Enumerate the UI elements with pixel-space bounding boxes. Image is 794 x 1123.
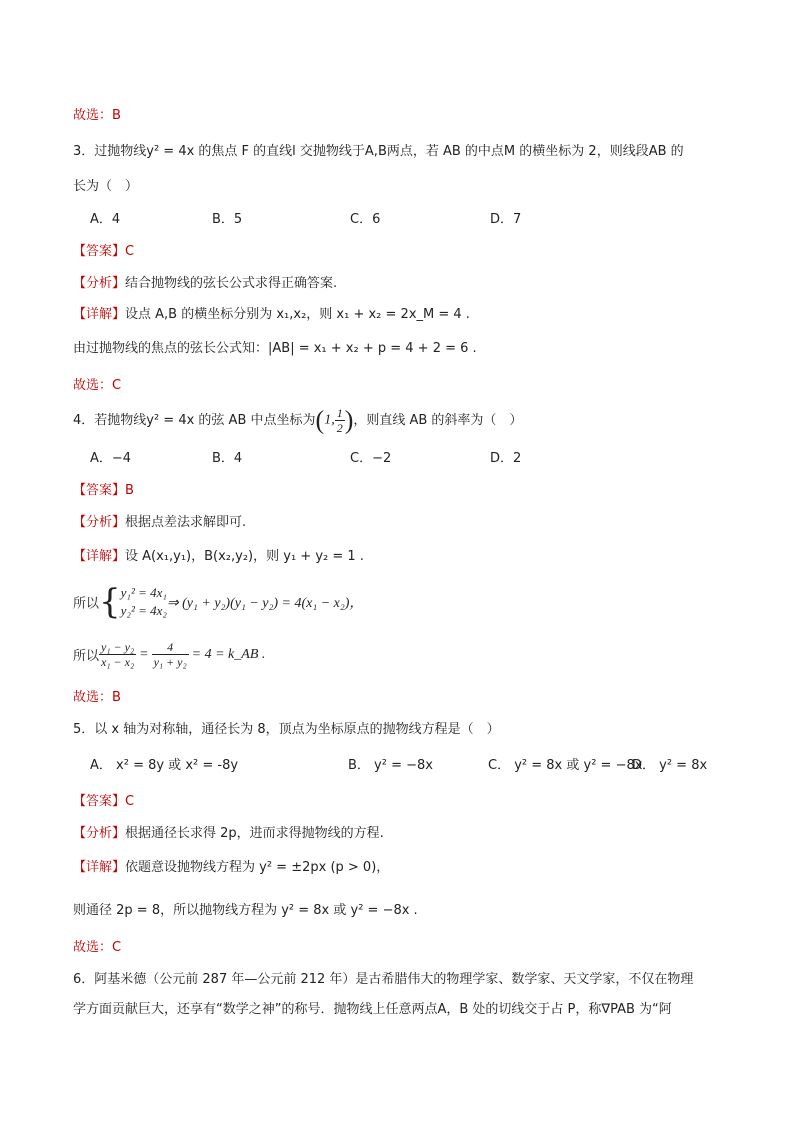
q4-answer-tag: 【答案】 (73, 483, 126, 498)
q4-stem-a: 4．若抛物线y² = 4x 的弦 AB 中点坐标为 (73, 413, 316, 428)
q3-option-d: D．7 (490, 212, 522, 227)
q5-detail-tag: 【详解】 (73, 860, 126, 875)
q4-fraction-1 (99, 640, 136, 669)
q4-detail-tag: 【详解】 (73, 549, 126, 564)
q4-stem (73, 406, 522, 435)
q3-stem-line2: 长为（ ） (73, 179, 139, 194)
q2-final-answer-text: 故选：B (73, 108, 121, 123)
q4-system-line (73, 584, 363, 620)
q4-fraction-1-numerator: y₁ − y₂ (101, 640, 135, 654)
q5-analysis-text: 根据通径长求得 2p，进而求得抛物线的方程. (125, 826, 384, 841)
q4-system-brace: { (99, 582, 121, 622)
q3-option-a: A．4 (90, 212, 121, 227)
q4-point: ( (315, 405, 325, 435)
q4-point-denominator: 2 (336, 421, 343, 435)
q4-fraction-result: = 4 = k_AB . (191, 646, 266, 662)
q5-detail (73, 856, 389, 875)
q4-detail-text: 设 A(x₁,y₁)，B(x₂,y₂)，则 y₁ + y₂ = 1 . (125, 549, 364, 564)
q3-detail-text: 设点 A,B 的横坐标分别为 x₁,x₂，则 x₁ + x₂ = 2x_M = 4 . (125, 307, 470, 322)
q4-fraction-line (73, 640, 265, 669)
q5-analysis (73, 822, 384, 841)
q6-stem-line1: 6．阿基米德（公元前 287 年—公元前 212 年）是古希腊伟大的物理学家、数学家、天文学家，不仅在物理 (73, 972, 694, 987)
q4-point-close: ) (344, 405, 354, 435)
q3-answer (73, 240, 134, 259)
q4-fraction-2-numerator: 4 (152, 640, 189, 655)
q5-answer-value: C (125, 794, 135, 809)
q4-answer-value: B (125, 483, 134, 498)
q4-point-fraction (335, 406, 345, 435)
q3-detail-line2: 由过抛物线的焦点的弦长公式知：|AB| = x₁ + x₂ + p = 4 + 2 = 6 . (73, 341, 477, 356)
q4-option-d: D．2 (490, 451, 522, 466)
q4-stem-b: ，则直线 AB 的斜率为（ ） (353, 413, 523, 428)
q3-option-c: C．6 (350, 212, 381, 227)
q4-answer (73, 479, 134, 498)
q4-system (121, 584, 167, 620)
q3-option-b: B．5 (212, 212, 243, 227)
q2-final-answer (73, 104, 121, 123)
q4-fraction-prefix: 所以 (73, 649, 100, 664)
q4-fraction-1-denominator: x₁ − x₂ (101, 655, 135, 669)
q4-system-prefix: 所以 (73, 596, 100, 612)
q4-fraction-equals: = (139, 646, 149, 662)
q4-analysis (73, 511, 246, 530)
q5-final-answer: 故选：C (73, 940, 122, 955)
q4-option-b: B．4 (212, 451, 243, 466)
q4-fraction-2-denominator: y₁ + y₂ (153, 655, 187, 669)
q4-detail (73, 545, 364, 564)
q4-system-result: ⇒ (y₁ + y₂)(y₁ − y₂) = 4(x₁ − x₂)， (166, 596, 364, 611)
q4-point-x: 1, (324, 412, 335, 428)
q3-detail (73, 303, 470, 322)
q3-answer-tag: 【答案】 (73, 244, 126, 259)
q3-answer-value: C (125, 244, 135, 259)
q3-detail-tag: 【详解】 (73, 307, 126, 322)
q3-final-answer: 故选：C (73, 378, 122, 393)
q5-option-a: A． x² = 8y 或 x² = -8y (90, 758, 239, 773)
q4-fraction-2 (152, 640, 189, 669)
q4-system-eq2: y₂² = 4x₂ (120, 603, 167, 618)
q4-analysis-tag: 【分析】 (73, 515, 126, 530)
q4-system-eq1: y₁² = 4x₁ (120, 585, 167, 600)
q5-stem: 5．以 x 轴为对称轴，通径长为 8，顶点为坐标原点的抛物线方程是（ ） (73, 722, 500, 737)
q3-analysis-tag: 【分析】 (73, 276, 126, 291)
q5-detail-line2: 则通径 2p = 8，所以抛物线方程为 y² = 8x 或 y² = −8x . (73, 903, 418, 918)
q6-stem-line2: 学方面贡献巨大，还享有“数学之神”的称号．抛物线上任意两点A，B 处的切线交于占 P，称∇PAB 为“阿 (73, 1002, 672, 1017)
q4-final-answer: 故选：B (73, 690, 121, 705)
q3-stem-line1: 3．过抛物线y² = 4x 的焦点 F 的直线l 交抛物线于A,B两点，若 AB 的中点M 的横坐标为 2，则线段AB 的 (73, 144, 684, 159)
q5-analysis-tag: 【分析】 (73, 826, 126, 841)
q3-analysis-text: 结合抛物线的弦长公式求得正确答案. (125, 276, 338, 291)
q5-option-d: D． y² = 8x (632, 758, 708, 773)
q4-option-a: A．−4 (90, 451, 132, 466)
q5-answer-tag: 【答案】 (73, 794, 126, 809)
q4-option-c: C．−2 (350, 451, 392, 466)
q5-option-c: C． y² = 8x 或 y² = −8x (488, 758, 643, 773)
q5-option-b: B． y² = −8x (348, 758, 433, 773)
q4-point-numerator: 1 (336, 406, 343, 420)
q5-detail-text: 依题意设抛物线方程为 y² = ±2px (p > 0)， (125, 860, 390, 875)
q5-answer (73, 790, 134, 809)
q4-analysis-text: 根据点差法求解即可. (125, 515, 247, 530)
q3-analysis (73, 272, 337, 291)
